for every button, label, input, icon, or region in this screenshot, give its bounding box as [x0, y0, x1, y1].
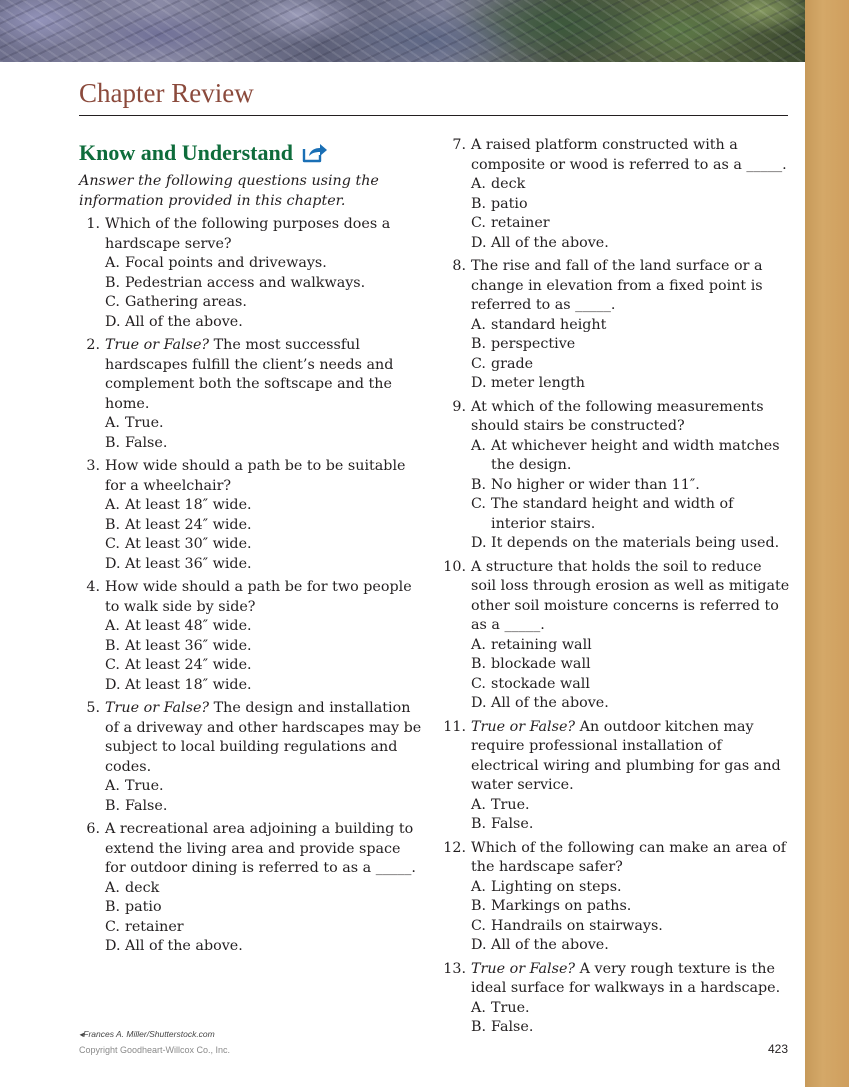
question-text: [105, 336, 424, 414]
question-stem: Which of the following can make an area of the hardscape safer?: [471, 839, 787, 875]
option-letter: A.: [471, 796, 486, 813]
option-text: False.: [125, 434, 168, 451]
header-photo-banner: [0, 0, 805, 62]
answer-option: [471, 355, 791, 375]
answer-option: [105, 313, 424, 333]
option-letter: B.: [471, 1019, 487, 1035]
option-text: No higher or wider than 11″.: [491, 476, 700, 493]
question-row: [443, 257, 791, 394]
option-text: The standard height and width of interior stairs.: [491, 496, 734, 532]
option-letter: B.: [471, 476, 487, 493]
option-letter: A.: [471, 437, 486, 454]
question-item: [443, 136, 791, 253]
answer-option: [471, 534, 791, 554]
question-text: [105, 699, 424, 777]
answer-option: [105, 555, 424, 575]
question-item: [79, 578, 424, 695]
option-letter: A.: [105, 255, 120, 271]
option-text: Gathering areas.: [125, 294, 247, 310]
question-text: [105, 578, 424, 617]
answer-option: [471, 694, 791, 714]
section-heading: [79, 140, 424, 166]
question-text: [105, 457, 424, 496]
option-text: Handrails on stairways.: [491, 917, 663, 934]
answer-option: [471, 936, 791, 956]
answer-option: [471, 214, 791, 234]
answer-option: [471, 495, 791, 534]
option-text: Markings on paths.: [491, 898, 632, 914]
option-letter: A.: [471, 176, 486, 192]
option-text: Lighting on steps.: [491, 878, 622, 895]
question-stem: Which of the following purposes does a hardscape serve?: [105, 216, 391, 252]
question-body: [100, 457, 424, 574]
question-text: [471, 257, 791, 316]
option-letter: B.: [105, 797, 121, 814]
option-letter: C.: [471, 917, 486, 934]
option-text: At least 18″ wide.: [125, 497, 252, 513]
question-body: [466, 839, 791, 956]
option-text: At whichever height and width matches the design.: [491, 437, 780, 473]
option-text: It depends on the materials being used.: [491, 535, 780, 551]
copyright-notice: Copyright Goodheart-Willcox Co., Inc.: [79, 1045, 231, 1055]
question-number: 10.: [443, 558, 466, 575]
question-list-left: [79, 215, 424, 957]
answer-option: [471, 175, 791, 195]
option-text: At least 24″ wide.: [125, 516, 252, 533]
option-text: stockade wall: [491, 675, 590, 692]
answer-option: [471, 195, 791, 215]
option-letter: B.: [105, 434, 121, 451]
question-stem: At which of the following measurements should stairs be constructed?: [471, 398, 764, 434]
question-number: 13.: [443, 960, 466, 977]
answer-option: [105, 656, 424, 676]
option-text: All of the above.: [125, 938, 243, 954]
option-text: At least 24″ wide.: [125, 657, 252, 673]
question-body: [100, 699, 424, 816]
option-text: At least 36″ wide.: [125, 555, 252, 572]
option-text: At least 36″ wide.: [125, 637, 252, 654]
question-item: [443, 960, 791, 1038]
question-stem: A structure that holds the soil to reduce soil loss through erosion as well as mitigate other soil moisture concerns is referred to as a _____.: [471, 558, 790, 633]
answer-option: [471, 878, 791, 898]
question-stem: The most successful hardscapes fulfill the client’s needs and complement both the softscape and the home.: [105, 337, 394, 412]
answer-option: [105, 676, 424, 696]
true-false-prefix: True or False?: [105, 337, 210, 353]
question-body: [466, 398, 791, 554]
option-letter: B.: [471, 195, 487, 212]
answer-option: [105, 414, 424, 434]
question-body: [100, 578, 424, 695]
question-text: [471, 558, 791, 636]
question-text: [471, 136, 791, 175]
option-letter: D.: [105, 555, 121, 572]
question-body: [466, 960, 791, 1038]
answer-option: [471, 655, 791, 675]
option-letter: D.: [471, 535, 487, 551]
option-letter: C.: [105, 294, 120, 310]
option-text: blockade wall: [491, 656, 591, 672]
option-text: All of the above.: [125, 313, 243, 330]
answer-option: [471, 675, 791, 695]
answer-option: [105, 434, 424, 454]
question-item: [443, 839, 791, 956]
question-body: [466, 558, 791, 714]
option-letter: C.: [471, 215, 486, 231]
question-stem: A raised platform constructed with a composite or wood is referred to as a _____.: [471, 137, 787, 173]
photo-credit: ◂Frances A. Miller/Shutterstock.com: [79, 1029, 215, 1039]
question-row: [79, 820, 424, 957]
question-list-right: [443, 136, 791, 1038]
question-number: 2.: [86, 337, 100, 353]
option-text: Focal points and driveways.: [125, 255, 327, 271]
share-arrow-icon[interactable]: [301, 142, 329, 164]
question-item: [79, 820, 424, 957]
option-text: True.: [125, 778, 164, 794]
option-letter: B.: [105, 899, 121, 915]
option-letter: A.: [471, 636, 486, 653]
option-letter: C.: [471, 675, 486, 692]
section-title: Know and Understand: [79, 140, 293, 165]
question-number: 11.: [443, 718, 466, 735]
question-row: [443, 136, 791, 253]
option-text: True.: [125, 415, 164, 431]
option-letter: D.: [471, 234, 487, 251]
answer-option: [471, 316, 791, 336]
answer-option: [105, 879, 424, 899]
question-stem: A very rough texture is the ideal surface for walkways in a hardscape.: [471, 960, 781, 996]
question-row: [79, 215, 424, 332]
option-text: At least 18″ wide.: [125, 676, 252, 693]
answer-option: [105, 254, 424, 274]
question-item: [79, 457, 424, 574]
question-body: [466, 718, 791, 835]
question-number: 4.: [86, 579, 100, 595]
answer-option: [105, 516, 424, 536]
option-text: retaining wall: [491, 636, 592, 653]
question-body: [100, 820, 424, 957]
option-letter: C.: [105, 918, 120, 935]
question-number: 1.: [86, 216, 100, 232]
question-item: [79, 699, 424, 816]
left-column: [79, 136, 424, 961]
question-row: [79, 699, 424, 816]
option-text: At least 48″ wide.: [125, 618, 252, 634]
right-column: [443, 136, 791, 1042]
option-letter: B.: [471, 336, 487, 352]
question-body: [466, 257, 791, 394]
answer-option: [471, 335, 791, 355]
question-body: [100, 336, 424, 453]
option-text: meter length: [491, 375, 585, 391]
option-letter: D.: [105, 313, 121, 330]
option-text: grade: [491, 355, 534, 372]
question-item: [79, 336, 424, 453]
question-row: [443, 839, 791, 956]
question-text: [471, 839, 791, 878]
option-text: perspective: [491, 336, 576, 352]
question-row: [79, 578, 424, 695]
question-row: [443, 558, 791, 714]
option-letter: C.: [105, 536, 120, 552]
answer-option: [471, 636, 791, 656]
question-stem: The rise and fall of the land surface or a change in elevation from a fixed point is referred to as _____.: [471, 258, 763, 313]
answer-option: [471, 437, 791, 476]
option-letter: B.: [471, 656, 487, 672]
option-text: patio: [491, 195, 528, 212]
true-false-prefix: True or False?: [105, 700, 210, 716]
option-text: retainer: [125, 918, 184, 935]
true-false-prefix: True or False?: [471, 718, 576, 735]
option-text: standard height: [491, 316, 607, 333]
question-number: 8.: [452, 258, 466, 274]
chapter-title: Chapter Review: [79, 78, 254, 108]
option-text: False.: [491, 816, 534, 832]
question-text: [105, 215, 424, 254]
answer-option: [471, 476, 791, 496]
question-row: [443, 718, 791, 835]
option-letter: D.: [105, 676, 121, 693]
option-letter: A.: [105, 879, 120, 896]
option-letter: A.: [471, 999, 486, 1016]
option-text: deck: [491, 176, 526, 192]
answer-option: [105, 797, 424, 817]
question-item: [79, 215, 424, 332]
question-number: 7.: [452, 137, 466, 153]
option-letter: A.: [105, 618, 120, 634]
option-letter: D.: [471, 695, 487, 711]
question-number: 3.: [86, 458, 100, 474]
true-false-prefix: True or False?: [471, 960, 576, 977]
question-number: 6.: [86, 821, 100, 837]
option-text: retainer: [491, 215, 550, 231]
answer-option: [471, 1018, 791, 1038]
question-text: [471, 960, 791, 999]
answer-option: [471, 796, 791, 816]
page-edge-band: [805, 0, 849, 1087]
answer-option: [105, 637, 424, 657]
option-text: At least 30″ wide.: [125, 536, 252, 552]
instructions: Answer the following questions using the information provided in this chapter.: [79, 173, 379, 209]
option-letter: A.: [105, 778, 120, 794]
option-text: False.: [491, 1019, 534, 1035]
answer-option: [105, 496, 424, 516]
question-stem: The design and installation of a driveway and other hardscapes may be subject to local building regulations and codes.: [105, 700, 422, 775]
page-number: 423: [767, 1042, 788, 1056]
option-letter: B.: [105, 637, 121, 654]
option-letter: B.: [105, 516, 121, 533]
answer-option: [105, 777, 424, 797]
question-item: [443, 398, 791, 554]
option-text: patio: [125, 899, 162, 915]
question-row: [79, 457, 424, 574]
option-letter: D.: [105, 938, 121, 954]
answer-option: [471, 897, 791, 917]
question-stem: An outdoor kitchen may require professional installation of electrical wiring and plumbing for gas and water service.: [471, 718, 781, 793]
answer-option: [471, 234, 791, 254]
answer-option: [105, 918, 424, 938]
option-letter: A.: [471, 878, 486, 895]
question-item: [443, 558, 791, 714]
question-body: [100, 215, 424, 332]
option-text: All of the above.: [491, 695, 609, 711]
option-text: False.: [125, 797, 168, 814]
question-number: 12.: [443, 839, 466, 856]
answer-option: [471, 917, 791, 937]
option-letter: D.: [471, 375, 487, 391]
question-item: [443, 718, 791, 835]
answer-option: [105, 293, 424, 313]
question-row: [443, 398, 791, 554]
option-text: All of the above.: [491, 937, 609, 953]
option-text: All of the above.: [491, 234, 609, 251]
answer-option: [105, 274, 424, 294]
question-stem: How wide should a path be to be suitable for a wheelchair?: [105, 458, 406, 494]
question-number: 5.: [86, 700, 100, 716]
answer-option: [471, 815, 791, 835]
question-text: [105, 820, 424, 879]
option-text: True.: [491, 796, 530, 813]
question-stem: How wide should a path be for two people to walk side by side?: [105, 579, 412, 615]
option-letter: A.: [471, 316, 486, 333]
option-letter: B.: [105, 274, 121, 291]
option-letter: C.: [471, 355, 486, 372]
answer-option: [471, 374, 791, 394]
question-text: [471, 398, 791, 437]
option-text: True.: [491, 999, 530, 1016]
question-body: [466, 136, 791, 253]
banner-texture: [0, 0, 805, 62]
option-letter: B.: [471, 816, 487, 832]
question-row: [79, 336, 424, 453]
option-letter: C.: [105, 657, 120, 673]
answer-option: [105, 898, 424, 918]
question-text: [471, 718, 791, 796]
answer-option: [105, 617, 424, 637]
question-row: [443, 960, 791, 1038]
option-letter: A.: [105, 497, 120, 513]
option-letter: B.: [471, 898, 487, 914]
question-item: [443, 257, 791, 394]
question-stem: A recreational area adjoining a building to extend the living area and provide space for outdoor dining is referred to as a _____.: [105, 821, 416, 876]
option-letter: C.: [471, 496, 486, 512]
answer-option: [105, 937, 424, 957]
answer-option: [471, 999, 791, 1019]
title-divider: [79, 115, 788, 116]
question-number: 9.: [452, 398, 466, 415]
option-letter: A.: [105, 415, 120, 431]
answer-option: [105, 535, 424, 555]
option-text: Pedestrian access and walkways.: [125, 274, 366, 291]
option-text: deck: [125, 879, 160, 896]
option-letter: D.: [471, 937, 487, 953]
